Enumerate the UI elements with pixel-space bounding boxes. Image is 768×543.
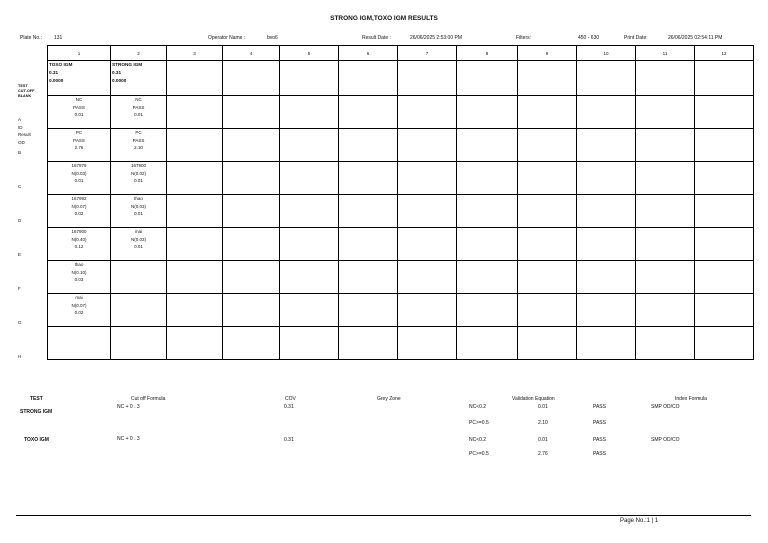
grid-cell (695, 162, 754, 195)
print-date: 26/06/2025 02:54:11 PM (668, 35, 723, 41)
cell-line: NC (75, 97, 83, 102)
grid-cell (223, 195, 280, 228)
column-header: 2 (111, 46, 167, 61)
cell-line: 0.01 (74, 112, 84, 117)
column-header: 1 (48, 46, 111, 61)
grid-cell (518, 162, 577, 195)
row-label-line: H (18, 354, 22, 359)
row-label-line: G (18, 320, 22, 325)
summary-validation-value: 2.76 (538, 451, 548, 457)
cell-line: 0.02 (74, 310, 84, 315)
grid-cell (339, 129, 398, 162)
grid-cell (518, 327, 577, 360)
grid-cell (398, 261, 457, 294)
cell-line: thao (134, 196, 143, 201)
report-title: STRONG IGM,TOXO IGM RESULTS (330, 15, 438, 22)
column-header: 8 (457, 46, 518, 61)
cell-line: 0.01 (134, 211, 143, 216)
grid-cell (167, 294, 223, 327)
summary-header-validation: Validation Equation (512, 396, 555, 402)
summary-cov: 0.31 (284, 404, 294, 410)
grid-cell (223, 96, 280, 129)
cell-line: 0.0000 (112, 78, 127, 83)
summary-cutoff-formula: NC + 0 . 3 (117, 436, 140, 442)
grid-cell (111, 327, 167, 360)
grid-cell (577, 195, 636, 228)
plate-label: Plate No.: (20, 35, 42, 41)
grid-cell (457, 162, 518, 195)
grid-cell (167, 162, 223, 195)
grid-cell (577, 129, 636, 162)
grid-cell (695, 195, 754, 228)
filters-label: Filters: (516, 35, 531, 41)
summary-header-cutoff: Cut off Formula (131, 396, 166, 402)
grid-cell (167, 327, 223, 360)
cell-line: 0.01 (74, 178, 84, 183)
cell-line: N(0.07) (71, 203, 87, 209)
cell-line: PASS (132, 104, 145, 110)
row-label (18, 217, 21, 225)
cell-line: PASS (73, 137, 85, 143)
grid-cell (48, 61, 111, 96)
grid-cell (280, 327, 339, 360)
column-header: 3 (167, 46, 223, 61)
grid-cell (636, 162, 695, 195)
summary-validation-status: PASS (593, 451, 606, 457)
cell-line: PC (135, 130, 142, 135)
result-date-label: Result Date : (362, 35, 391, 41)
column-header: 5 (280, 46, 339, 61)
filters-value: 450 - 630 (578, 35, 600, 41)
grid-cell (518, 129, 577, 162)
grid-cell (48, 195, 111, 228)
grid-row (48, 261, 754, 294)
cell-line: 167992 (71, 196, 87, 201)
grid-cell (223, 327, 280, 360)
row-label-line: Result (18, 132, 31, 137)
grid-cell (636, 61, 695, 96)
row-label (18, 319, 22, 327)
grid-row (48, 327, 754, 360)
summary-test-name: TOXO IGM (24, 437, 49, 443)
grid-cell (167, 129, 223, 162)
cell-line: mai (75, 295, 83, 300)
cell-line: 0.0000 (49, 78, 64, 83)
grid-cell (636, 261, 695, 294)
grid-cell (695, 96, 754, 129)
grid-cell (280, 261, 339, 294)
cell-line: N(0.03) (130, 236, 146, 242)
grid-cell (167, 195, 223, 228)
summary-cov: 0.31 (284, 437, 294, 443)
summary-header-index: Index Formula (675, 396, 707, 402)
row-label-line: D (18, 218, 22, 223)
grid-cell (280, 228, 339, 261)
grid-cell (339, 162, 398, 195)
grid-cell (398, 61, 457, 96)
cell-line: NC (135, 97, 142, 102)
grid-cell (111, 61, 167, 96)
cell-line: 0.31 (112, 70, 122, 75)
summary-index-formula: SMP OD/CO (651, 437, 680, 443)
grid-cell (339, 195, 398, 228)
column-header: 12 (695, 46, 754, 61)
grid-cell (167, 228, 223, 261)
column-header: 9 (518, 46, 577, 61)
summary-validation-eq: NC<0.2 (469, 437, 487, 443)
grid-cell (577, 162, 636, 195)
cell-line: 2.76 (74, 145, 84, 150)
grid-cell (111, 162, 167, 195)
grid-cell (167, 261, 223, 294)
grid-cell (111, 228, 167, 261)
grid-cell (636, 195, 695, 228)
grid-cell (111, 195, 167, 228)
grid-cell (577, 96, 636, 129)
result-date: 26/06/2025 2:53:00 PM (410, 35, 462, 41)
grid-cell (695, 327, 754, 360)
grid-cell (48, 327, 111, 360)
summary-header-grey-zone: Grey Zone (377, 396, 401, 402)
grid-cell (636, 129, 695, 162)
print-date-label: Print Date: (624, 35, 648, 41)
cell-line: 0.01 (134, 244, 143, 249)
row-label-line: F (18, 286, 21, 291)
grid-cell (280, 294, 339, 327)
column-header: 11 (636, 46, 695, 61)
grid-cell (577, 61, 636, 96)
cell-line: 0.01 (134, 178, 143, 183)
grid-cell (280, 162, 339, 195)
column-header: 4 (223, 46, 280, 61)
row-label (18, 251, 21, 259)
grid-cell (577, 261, 636, 294)
row-label-line: B (18, 150, 22, 155)
row-label (18, 116, 31, 146)
grid-cell (339, 294, 398, 327)
summary-validation-value: 2.10 (538, 420, 548, 426)
grid-cell (398, 228, 457, 261)
grid-cell (223, 228, 280, 261)
grid-cell (457, 96, 518, 129)
grid-cell (111, 129, 167, 162)
grid-cell (457, 61, 518, 96)
summary-validation-value: 0.01 (538, 437, 548, 443)
cell-line: N(0.02) (130, 170, 146, 176)
cell-line: 0.03 (74, 277, 84, 282)
grid-row (48, 294, 754, 327)
grid-cell (167, 61, 223, 96)
row-label-line: A (18, 117, 22, 122)
grid-cell (339, 261, 398, 294)
cell-line: N(0.07) (71, 302, 87, 308)
grid-cell (457, 195, 518, 228)
grid-cell (48, 162, 111, 195)
cell-line: thao (74, 262, 84, 267)
grid-cell (695, 129, 754, 162)
column-header: 7 (398, 46, 457, 61)
grid-cell (111, 261, 167, 294)
grid-cell (280, 61, 339, 96)
grid-cell (280, 96, 339, 129)
summary-test-name: STRONG IGM (20, 409, 53, 415)
grid-cell (167, 96, 223, 129)
grid-cell (339, 228, 398, 261)
grid-cell (457, 327, 518, 360)
cell-line: PASS (73, 104, 85, 110)
column-header: 6 (339, 46, 398, 61)
grid-cell (223, 162, 280, 195)
cell-line: N(0.03) (130, 203, 146, 209)
summary-validation-value: 0.01 (538, 404, 548, 410)
grid-row (48, 195, 754, 228)
grid-cell (457, 228, 518, 261)
summary-header-cov: COV (285, 396, 296, 402)
row-label-line: BLANK (18, 94, 32, 98)
summary-validation-eq: PC>=0.5 (469, 451, 489, 457)
grid-cell (457, 129, 518, 162)
grid-cell (636, 327, 695, 360)
grid-cell (518, 96, 577, 129)
cell-line: N(0.10) (71, 269, 87, 275)
operator-label: Operator Name : (208, 35, 246, 41)
footer-divider (16, 515, 751, 516)
summary-validation-eq: NC<0.2 (469, 404, 487, 410)
grid-cell (223, 261, 280, 294)
grid-cell (339, 61, 398, 96)
grid-cell (457, 261, 518, 294)
summary-header-test: TEST (30, 396, 43, 402)
grid-cell (577, 327, 636, 360)
grid-cell (636, 294, 695, 327)
grid-cell (111, 96, 167, 129)
grid-cell (280, 129, 339, 162)
grid-cell (695, 261, 754, 294)
grid-cell (111, 294, 167, 327)
row-label (18, 183, 21, 191)
column-header: 10 (577, 46, 636, 61)
cell-line: mai (134, 229, 143, 234)
grid-cell (518, 261, 577, 294)
grid-cell (636, 228, 695, 261)
summary-validation-status: PASS (593, 437, 606, 443)
cell-line: PASS (132, 137, 145, 143)
cell-line: 0.31 (49, 70, 59, 75)
cell-line: TOXO IGM (49, 62, 73, 67)
grid-row (48, 96, 754, 129)
grid-cell (518, 294, 577, 327)
cell-line: STRONG IGM (112, 62, 143, 67)
grid-cell (695, 61, 754, 96)
summary-index-formula: SMP OD/CO (651, 404, 680, 410)
grid-cell (577, 228, 636, 261)
grid-cell (398, 327, 457, 360)
grid-cell (280, 195, 339, 228)
grid-cell (398, 96, 457, 129)
page-number: Page No.:1 | 1 (620, 518, 659, 524)
row-label (18, 285, 21, 293)
grid-cell (48, 129, 111, 162)
grid-cell (577, 294, 636, 327)
cell-line: 167979 (71, 163, 87, 168)
plate-grid (47, 45, 754, 360)
grid-cell (398, 162, 457, 195)
grid-cell (636, 96, 695, 129)
grid-cell (518, 228, 577, 261)
row-label-line: TEST (18, 84, 28, 88)
grid-cell (48, 294, 111, 327)
row-label (18, 353, 21, 361)
summary-validation-status: PASS (593, 404, 606, 410)
cell-line: 2.10 (134, 145, 143, 150)
grid-cell (48, 228, 111, 261)
cell-line: 0.12 (74, 244, 84, 249)
plate-number: 131 (54, 35, 63, 41)
grid-cell (223, 129, 280, 162)
row-label-line: OD (18, 139, 25, 145)
summary-validation-eq: PC>=0.5 (469, 420, 489, 426)
summary-validation-status: PASS (593, 420, 606, 426)
grid-row (48, 228, 754, 261)
grid-cell (695, 228, 754, 261)
grid-cell (223, 294, 280, 327)
grid-cell (398, 195, 457, 228)
summary-cutoff-formula: NC + 0 . 3 (117, 404, 140, 410)
row-label (18, 84, 34, 99)
grid-cell (398, 129, 457, 162)
grid-cell (223, 61, 280, 96)
grid-cell (398, 294, 457, 327)
cell-line: 0.01 (134, 112, 143, 117)
grid-row (48, 129, 754, 162)
row-label-line: E (18, 252, 22, 257)
cell-line: PC (75, 130, 83, 135)
cell-line: 167900 (130, 163, 147, 168)
grid-cell (339, 96, 398, 129)
grid-cell (695, 294, 754, 327)
operator-name: bvo6 (267, 35, 278, 41)
grid-cell (518, 195, 577, 228)
cell-line: 0.02 (74, 211, 84, 216)
cell-line: 167900 (71, 229, 87, 234)
row-label (18, 149, 21, 157)
grid-cell (48, 261, 111, 294)
grid-cell (457, 294, 518, 327)
grid-cell (339, 327, 398, 360)
cell-line: N(0.03) (71, 170, 87, 176)
row-label-line: CUT-OFF (18, 89, 35, 93)
grid-cell (48, 96, 111, 129)
cell-line: N(0.40) (71, 236, 87, 242)
grid-cell (518, 61, 577, 96)
grid-row (48, 162, 754, 195)
row-label-line: C (18, 184, 22, 189)
row-label-line: ID (18, 124, 23, 130)
